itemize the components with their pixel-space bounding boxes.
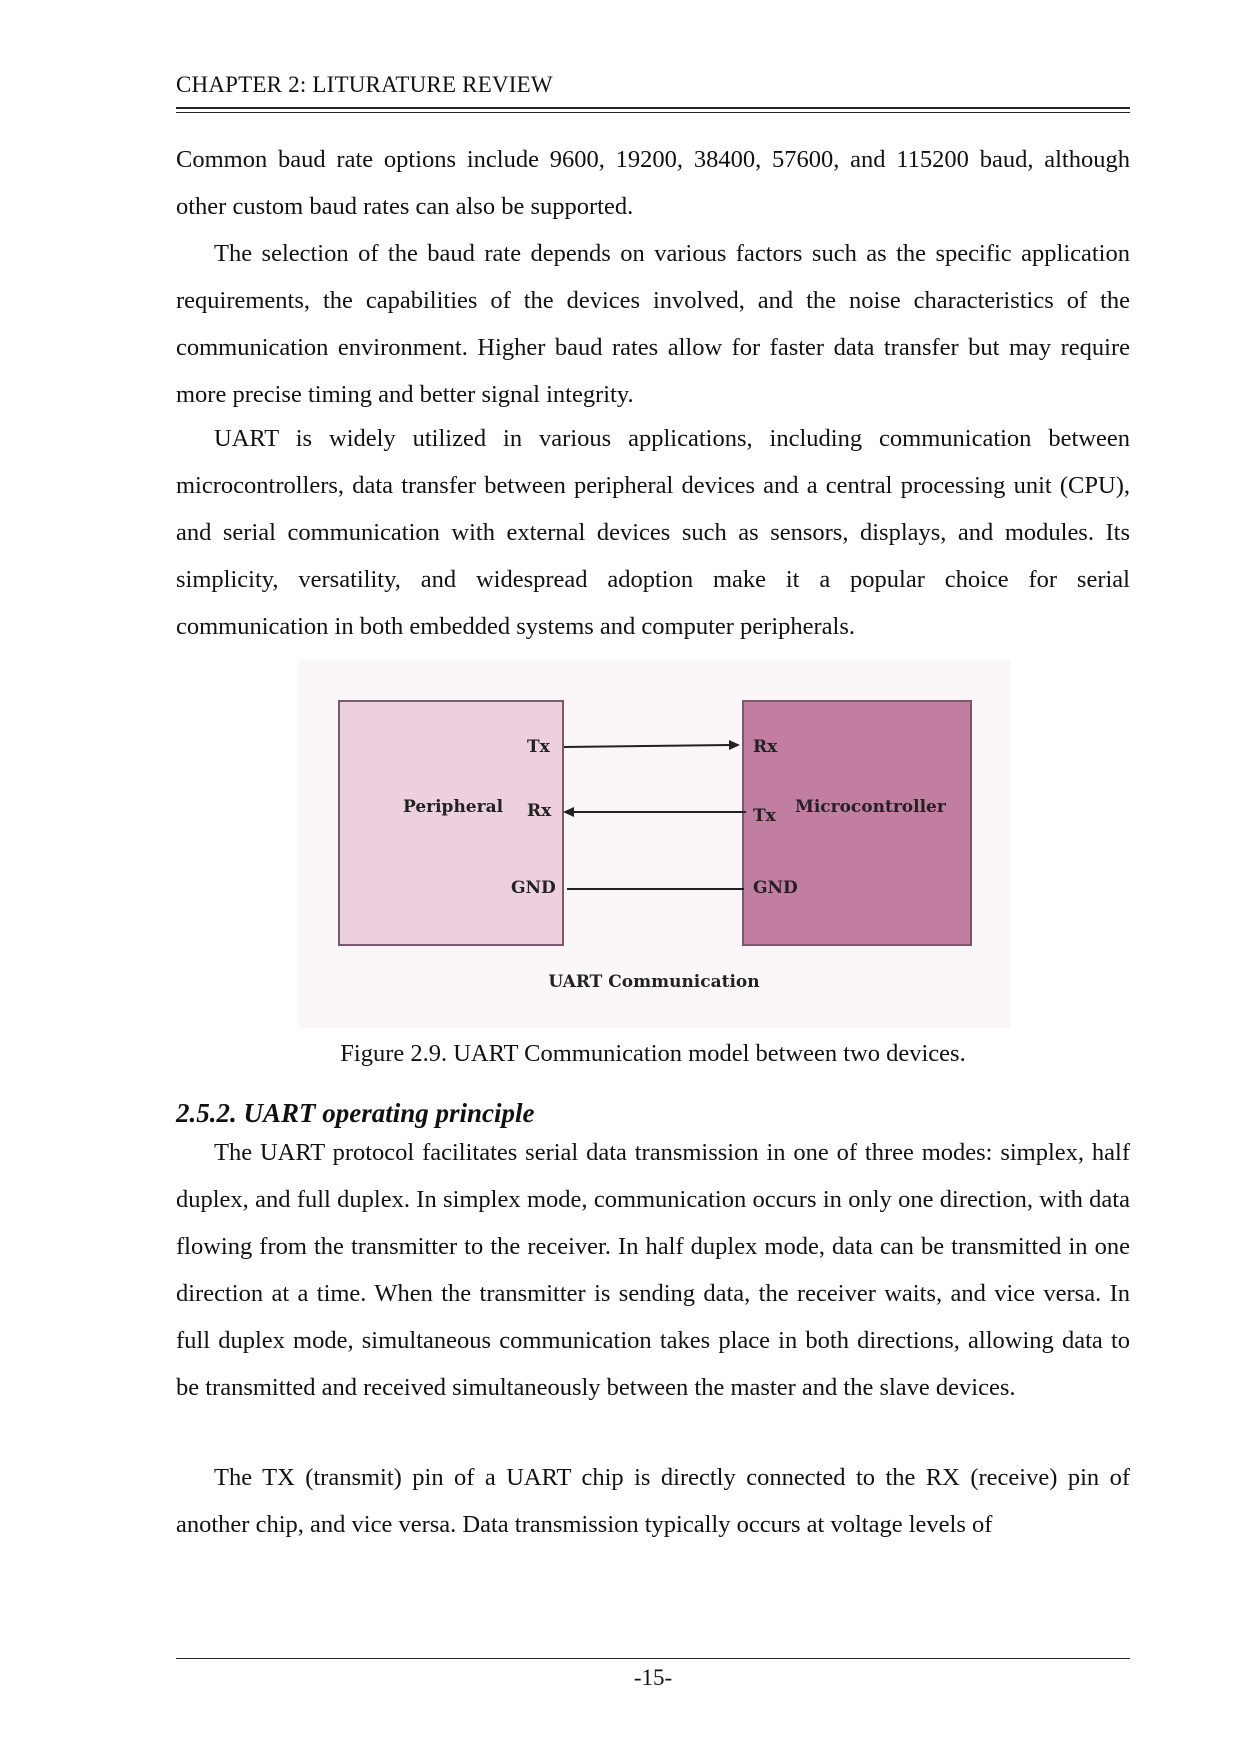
header-rule <box>176 107 1130 109</box>
tx-to-rx-arrowhead <box>729 740 740 750</box>
microcontroller-label: Microcontroller <box>795 797 946 817</box>
tx-to-rx-wire <box>564 745 730 747</box>
peripheral-tx-label: Tx <box>527 737 550 757</box>
microcontroller-gnd-label: GND <box>753 878 798 898</box>
page-number: -15- <box>633 1665 673 1690</box>
paragraph-baud-rates: Common baud rate options include 9600, 19200, 38400, 57600, and 115200 baud, although other custom baud rates can also be supported. <box>176 146 1130 220</box>
peripheral-gnd-label: GND <box>511 878 556 898</box>
peripheral-rx-label: Rx <box>527 801 552 821</box>
peripheral-label: Peripheral <box>403 797 504 817</box>
diagram-title: UART Communication <box>548 972 760 992</box>
header-rule-thin <box>176 112 1130 113</box>
uart-communication-diagram <box>298 660 1010 1028</box>
section-heading: 2.5.2. UART operating principle <box>176 1098 535 1128</box>
figure-caption: Figure 2.9. UART Communication model between two devices. <box>340 1040 966 1067</box>
rx-arrowhead <box>563 807 574 817</box>
chapter-header: CHAPTER 2: LITURATURE REVIEW <box>176 72 553 97</box>
paragraph-tx-rx-pins: The TX (transmit) pin of a UART chip is directly connected to the RX (receive) pin of another chip, and vice versa. Data transmission typically occurs at voltage levels of <box>176 1464 1130 1538</box>
paragraph-uart-modes: The UART protocol facilitates serial data transmission in one of three modes: simplex, half duplex, and full duplex. In simplex mode, communication occurs in only one direction, with data flowing from the transmitter to the receiver. In half duplex mode, data can be transmitted in one direction at a time. When the transmitter is sending data, the receiver waits, and vice versa. In full duplex mode, simultaneous communication takes place in both directions, allowing data to be transmitted and received simultaneously between the master and the slave devices. <box>176 1139 1130 1401</box>
footer-rule <box>176 1658 1130 1659</box>
paragraph-uart-applications: UART is widely utilized in various applications, including communication between microcontrollers, data transfer between peripheral devices and a central processing unit (CPU), and serial communication with external devices such as sensors, displays, and modules. Its simplicity, versatility, and widespread adoption make it a popular choice for serial communication in both embedded systems and computer peripherals. <box>176 425 1130 640</box>
paragraph-baud-selection: The selection of the baud rate depends on various factors such as the specific application requirements, the capabilities of the devices involved, and the noise characteristics of the communication environment. Higher baud rates allow for faster data transfer but may require more precise timing and better signal integrity. <box>176 240 1130 408</box>
microcontroller-tx-label: Tx <box>753 806 776 826</box>
microcontroller-rx-label: Rx <box>753 737 778 757</box>
